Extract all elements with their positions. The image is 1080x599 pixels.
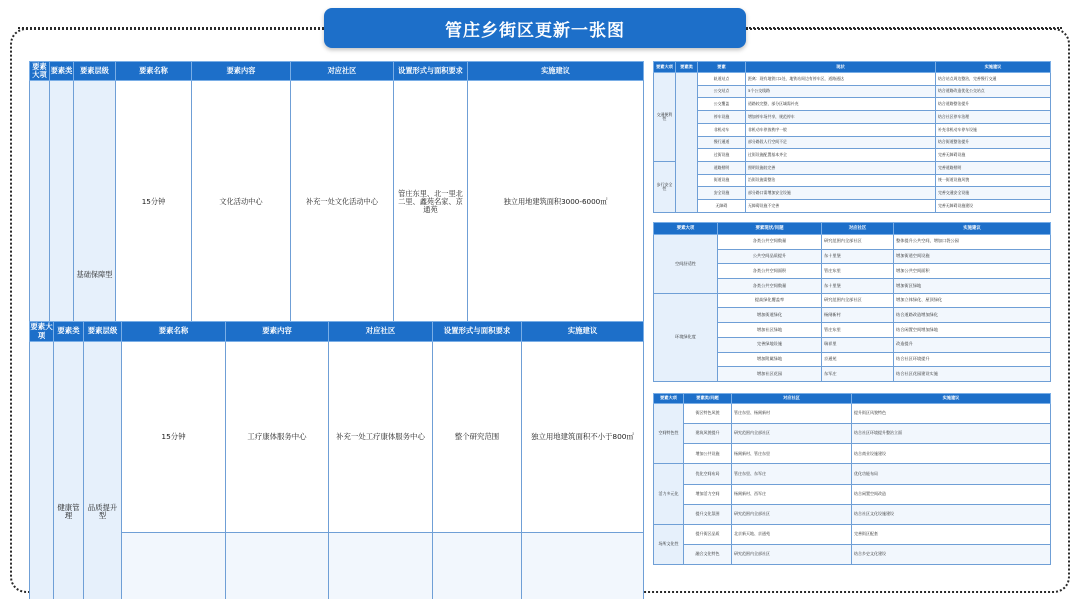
table-cell: 增加停车场共享，规范停车 [746,111,936,124]
table-cell: 结合社区停车治理 [936,111,1051,124]
table-row [654,111,1051,124]
table-cell: 增加活力空间 [684,484,732,504]
table-cell: 研究范围内全部社区 [732,544,852,564]
table-cell: 环境绿化度 [654,293,718,381]
table-cell: 结合乡史文化建设 [852,544,1051,564]
table-cell: 安全设施 [698,187,746,200]
table-row [654,85,1051,98]
table-cell: 杨闸新村、西军庄 [732,484,852,504]
header-cell: 设置形式与面积要求 [394,62,468,81]
table-cell: 管庄东里、杨闸新村 [732,404,852,424]
table-row [654,293,1051,308]
table-cell: 融合文化特色 [684,544,732,564]
header-cell: 对应社区 [732,394,852,404]
table-cell: 东十里堡 [822,249,894,264]
page-title: 管庄乡街区更新一张图 [324,8,746,48]
table-row [654,162,1051,175]
table-cell: 各类公共空间数量 [718,279,822,294]
table-cell: 慢行通道 [698,136,746,149]
table-cell [522,533,644,599]
table-cell: 结合闲置空间改造 [852,484,1051,504]
table-cell: 公交覆盖 [698,98,746,111]
table-cell: 照明设施较完善 [746,162,936,175]
table-row [654,464,1051,484]
table-row [654,174,1051,187]
table-cell: 街道设施 [698,174,746,187]
table-cell: 15分钟 [116,81,192,324]
table-row [654,235,1051,250]
table-cell: 部分路段人行空间不足 [746,136,936,149]
table-cell: 杨闸新村 [822,308,894,323]
table-cell [676,73,698,213]
table-cell: 管庄东里、北一里北二里、鑫苑名家、京通苑 [394,81,468,324]
header-cell: 要素 [698,62,746,73]
table-cell: 补充一处工疗康体服务中心 [329,342,433,533]
table-cell: 完善绿地设施 [718,337,822,352]
table-cell: 空间特色性 [654,404,684,464]
table-cell: 部分路口需增加安全设施 [746,187,936,200]
table-cell: 增加社区花园 [718,367,822,382]
table-cell: 优化空间布局 [684,464,732,484]
title-dotted-line [18,27,324,29]
table-cell: 提高绿化覆盖率 [718,293,822,308]
header-cell: 实施建议 [468,62,644,81]
table-row [30,342,644,533]
header-cell: 对应社区 [329,322,433,342]
header-cell: 实施建议 [852,394,1051,404]
table-character-vitality-culture [653,393,1051,565]
header-cell: 实施建议 [936,62,1051,73]
table-cell: 整体提升公共空间，增加口袋公园 [894,235,1051,250]
table-cell: 独立用地建筑面积3000-6000㎡ [468,81,644,324]
table-cell: 北京新天地、京通苑 [732,524,852,544]
table-cell: 提升街区品质 [684,524,732,544]
table-cell: 5个公交线路 [746,85,936,98]
header-cell: 要素层级 [84,322,122,342]
table-cell: 空间舒适性 [654,235,718,294]
table-cell: 步行安全性 [654,162,676,213]
table-cell: 结合社区环境提升整治立面 [852,424,1051,444]
table-row [654,200,1051,213]
table-cell: 停车设施 [698,111,746,124]
table-cell: 增加社区绿地 [718,323,822,338]
table-cell: 沿街设施需整治 [746,174,936,187]
table-cell: 京通苑 [822,352,894,367]
table-cell: 补充一处文化活动中心 [291,81,394,324]
table-cell: 结合街道整治提升 [936,136,1051,149]
header-cell: 要素大项 [30,321,53,340]
table-cell: 统一街道设施风貌 [936,174,1051,187]
table-header [654,62,1051,73]
table-cell: 结合社区环境提升 [894,352,1051,367]
table-row [654,73,1051,86]
table-cell: 提升文化氛围 [684,504,732,524]
table-cell: 完善无障碍设施 [936,149,1051,162]
table-cell: 提升街区风貌特色 [852,404,1051,424]
table-cell: 无障碍 [698,200,746,213]
table-cell [30,342,54,599]
header-cell: 对应社区 [822,223,894,235]
table-cell: 品质提升型 [84,342,122,599]
table-row [654,149,1051,162]
header-cell: 要素内容 [226,322,329,342]
table-cell: 各类公共空间面积 [718,264,822,279]
table-cell: 结合商业设施建设 [852,444,1051,464]
table-cell: 交通便利性 [654,73,676,162]
table-cell: 东军庄 [822,367,894,382]
table-cell: 整个研究范围 [433,342,522,533]
table-cell: 各类公共空间数量 [718,235,822,250]
table-cell: 东十里堡 [822,279,894,294]
table-cell: 优化功能布局 [852,464,1051,484]
table-cell [226,533,329,599]
table-row [654,524,1051,544]
table-row [654,484,1051,504]
table-cell: 增加附属绿地 [718,352,822,367]
table-cell: 场所文化性 [654,524,684,564]
table-cell: 公交站点 [698,85,746,98]
table-cell: 增加公共空间面积 [894,264,1051,279]
table-space-greening [653,222,1051,382]
table-row [654,504,1051,524]
table-cell: 街区特色风貌 [684,404,732,424]
table-row [654,544,1051,564]
table-header [30,322,644,342]
table-header [654,223,1051,235]
table-row [654,98,1051,111]
table-cell: 改造提升 [894,337,1051,352]
header-cell: 要素现状/问题 [718,223,822,235]
table-cell: 工疗康体服务中心 [226,342,329,533]
table-cell: 研究范围内全部社区 [822,293,894,308]
table-cell: 道路照明 [698,162,746,175]
table-cell: 文化活动中心 [192,81,291,324]
table-cell: 非机动车停放秩序一般 [746,123,936,136]
table-cell: 增加街区绿地 [894,279,1051,294]
table-cell: 无障碍设施不完善 [746,200,936,213]
table-row [654,404,1051,424]
table-row [654,136,1051,149]
header-cell: 实施建议 [894,223,1051,235]
table-row [30,81,644,324]
header-cell: 要素名称 [116,62,192,81]
table-cell: 结合社区文化设施建设 [852,504,1051,524]
table-header [30,62,644,81]
header-cell: 要素类 [50,62,74,81]
table-cell [433,533,522,599]
table-health-elderly-education [29,321,644,599]
header-cell: 现状 [746,62,936,73]
table-cell: 完善街区配套 [852,524,1051,544]
table-cell: 结合社区花园建设实施 [894,367,1051,382]
table-header [654,394,1051,404]
table-traffic-walking [653,61,1051,213]
table-cell: 建筑风貌提升 [684,424,732,444]
table-cell: 增加立体绿化、屋顶绿化 [894,293,1051,308]
table-cell: 活力多元化 [654,464,684,524]
table-cell: 补充非机动车停车设施 [936,123,1051,136]
title-dotted-line [746,27,1062,29]
table-cell: 完善交通安全设施 [936,187,1051,200]
table-row [654,187,1051,200]
table-cell: 独立用地建筑面积不小于800㎡ [522,342,644,533]
table-cell: 管庄东里 [822,323,894,338]
table-cell [329,533,433,599]
header-cell: 要素内容 [192,62,291,81]
table-cell: 研究范围内全部社区 [732,504,852,524]
header-cell: 要素名称 [122,322,226,342]
table-cell: 杨闸新村、管庄东里 [732,444,852,464]
table-cell: 管庄东里、东军庄 [732,464,852,484]
header-cell: 实施建议 [522,322,644,342]
header-cell: 设置形式与面积要求 [433,322,522,342]
table-cell: 研究范围内全部社区 [822,235,894,250]
table-cell: 结合道路改造增加绿化 [894,308,1051,323]
table-cell: 完善道路照明 [936,162,1051,175]
table-cell: 15分钟 [122,342,226,533]
table-cell: 管庄东里 [822,264,894,279]
table-cell: 增加街道空间设施 [894,249,1051,264]
table-cell: 瑞祥里 [822,337,894,352]
table-cell: 公共空间品质提升 [718,249,822,264]
header-cell: 要素类/问题 [684,394,732,404]
table-cell: 研究范围内全部社区 [732,424,852,444]
header-cell: 对应社区 [291,62,394,81]
table-cell: 过街设施 [698,149,746,162]
table-cell: 增加公共设施 [684,444,732,464]
table-cell: 健康管理 [54,342,84,599]
header-cell: 要素大项 [654,223,718,235]
table-cell: 结合闲置空间增加绿地 [894,323,1051,338]
table-cell [122,533,226,599]
table-row [654,444,1051,464]
table-cell: 基础保障型 [74,81,116,470]
table-cell: 非机动车 [698,123,746,136]
table-cell: 结合道路改造优化公交站点 [936,85,1051,98]
table-cell: 距离：现有地铁口2处，地铁站周边有停车区，道路通达 [746,73,936,86]
header-cell: 要素大项 [654,62,676,73]
table-cell: 结合道路整治提升 [936,98,1051,111]
table-cell: 道路较完整，部分区域需补充 [746,98,936,111]
header-cell: 要素大项 [654,394,684,404]
header-cell: 要素层级 [74,62,116,81]
table-cell: 过街设施配置基本齐全 [746,149,936,162]
header-cell: 要素类 [54,322,84,342]
table-cell: 完善无障碍设施建设 [936,200,1051,213]
table-row [654,424,1051,444]
table-row [654,123,1051,136]
table-row [30,533,644,599]
table-cell: 增加街道绿化 [718,308,822,323]
header-cell: 要素大项 [30,62,50,81]
header-cell: 要素类 [676,62,698,73]
table-cell: 轨道站点 [698,73,746,86]
table-cell: 结合站点周边整治，完善慢行交通 [936,73,1051,86]
